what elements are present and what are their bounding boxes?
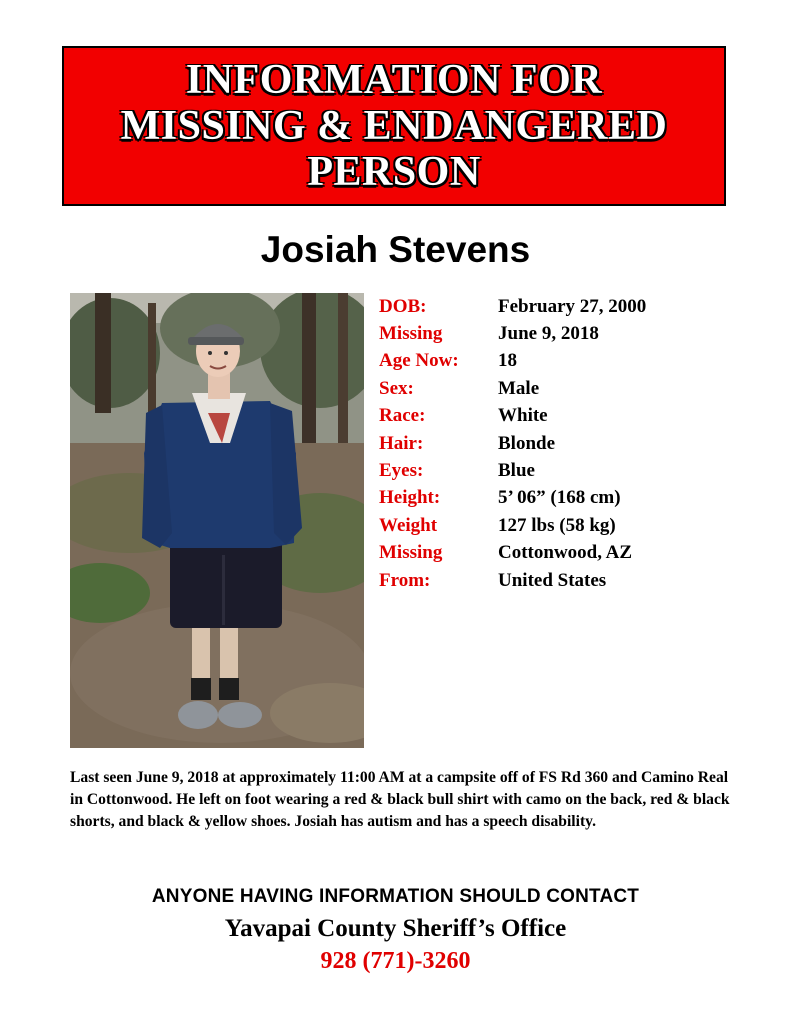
person-details: [379, 293, 759, 594]
detail-row-missing-date: [379, 320, 759, 347]
detail-label: Missing: [379, 323, 443, 345]
detail-label: Height:: [379, 487, 441, 509]
detail-label: Eyes:: [379, 460, 424, 482]
detail-row-sex: [379, 375, 759, 402]
banner-title-line-2: MISSING & ENDANGERED: [120, 103, 668, 149]
detail-row-hair: [379, 430, 759, 457]
detail-value: June 9, 2018: [498, 323, 599, 345]
detail-value: 18: [498, 350, 517, 372]
detail-label: Hair:: [379, 432, 424, 454]
contact-phone[interactable]: 928 (771)-3260: [320, 948, 471, 974]
detail-value: February 27, 2000: [498, 295, 647, 317]
detail-row-dob: [379, 293, 759, 320]
detail-value: United States: [498, 569, 607, 591]
person-photo: [70, 293, 364, 748]
detail-row-eyes: [379, 457, 759, 484]
detail-row-weight: [379, 512, 759, 539]
banner-title-line-3: PERSON: [307, 149, 481, 195]
person-name: Josiah Stevens: [260, 229, 531, 270]
detail-value: Blue: [498, 460, 535, 482]
contact-heading: ANYONE HAVING INFORMATION SHOULD CONTACT: [151, 886, 640, 907]
banner-title-line-1: INFORMATION FOR: [185, 57, 603, 103]
detail-value: Blonde: [498, 432, 556, 454]
detail-row-age: [379, 348, 759, 375]
detail-row-missing-location: [379, 540, 759, 567]
detail-row-from: [379, 567, 759, 594]
detail-label: Race:: [379, 405, 426, 427]
contact-organization: Yavapai County Sheriff’s Office: [224, 915, 567, 942]
detail-value: Male: [498, 377, 540, 399]
detail-row-race: [379, 403, 759, 430]
detail-label: Weight: [379, 514, 438, 536]
detail-value: Cottonwood, AZ: [498, 542, 633, 564]
detail-value: 127 lbs (58 kg): [498, 514, 616, 536]
detail-row-height: [379, 485, 759, 512]
detail-label: Sex:: [379, 377, 414, 399]
detail-label: Age Now:: [379, 350, 459, 372]
detail-value: 5’ 06” (168 cm): [498, 487, 621, 509]
detail-value: White: [498, 405, 548, 427]
detail-label: From:: [379, 569, 431, 591]
detail-label: Missing: [379, 542, 443, 564]
detail-label: DOB:: [379, 295, 427, 317]
header-banner: [62, 46, 726, 206]
incident-description: Last seen June 9, 2018 at approximately 11:00 AM at a campsite off of FS Rd 360 and Camino Real in Cottonwood. He left on foot wearing a red & black bull shirt with camo on the back, red & black shorts, and black & yellow shoes. Josiah has autism and has a speech disability.: [70, 769, 730, 830]
